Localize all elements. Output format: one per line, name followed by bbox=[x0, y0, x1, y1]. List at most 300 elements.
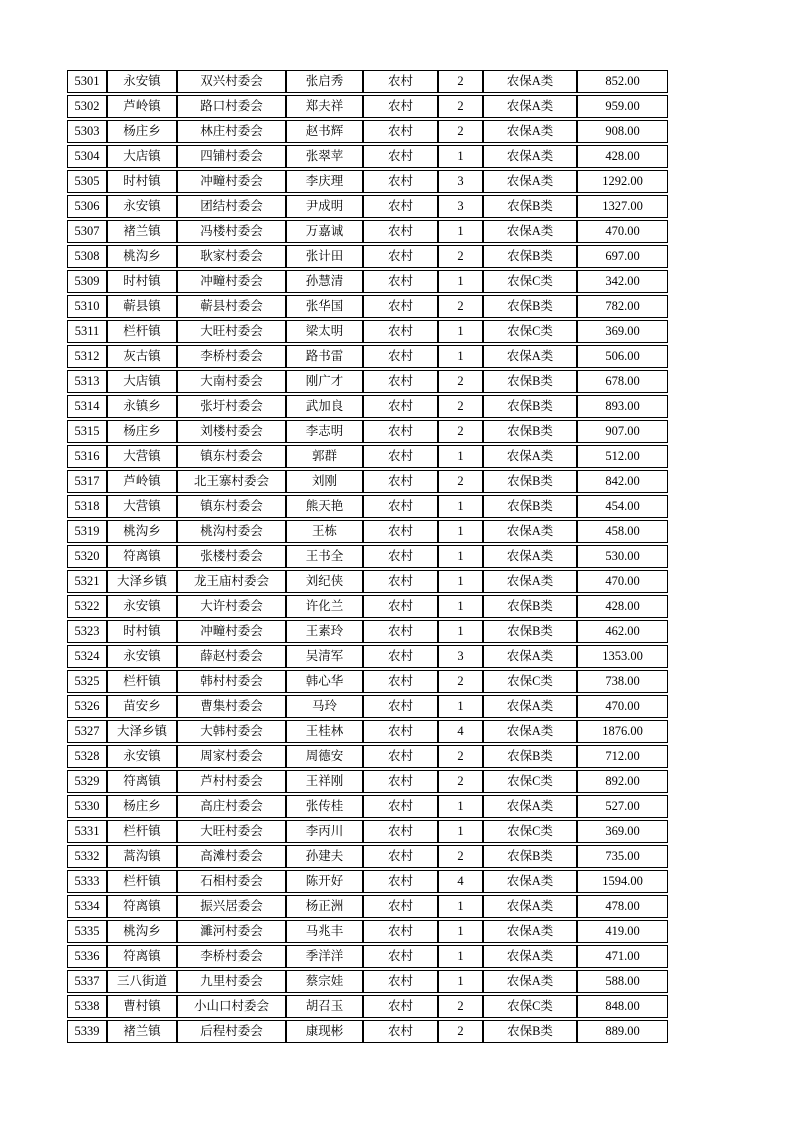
cell-amount: 907.00 bbox=[577, 420, 668, 443]
cell-category: 农村 bbox=[363, 520, 438, 543]
cell-town: 蕲县镇 bbox=[107, 295, 177, 318]
cell-person-name: 刘纪侠 bbox=[286, 570, 363, 593]
cell-person-name: 吴清军 bbox=[286, 645, 363, 668]
table-row bbox=[67, 945, 668, 968]
cell-count: 2 bbox=[438, 420, 483, 443]
cell-person-name: 王素玲 bbox=[286, 620, 363, 643]
cell-amount: 848.00 bbox=[577, 995, 668, 1018]
cell-insurance-type: 农保A类 bbox=[483, 95, 577, 118]
cell-insurance-type: 农保C类 bbox=[483, 820, 577, 843]
cell-count: 1 bbox=[438, 570, 483, 593]
cell-category: 农村 bbox=[363, 620, 438, 643]
cell-person-name: 刘刚 bbox=[286, 470, 363, 493]
cell-id: 5330 bbox=[67, 795, 107, 818]
cell-insurance-type: 农保B类 bbox=[483, 245, 577, 268]
cell-person-name: 张华国 bbox=[286, 295, 363, 318]
cell-amount: 369.00 bbox=[577, 320, 668, 343]
cell-town: 桃沟乡 bbox=[107, 520, 177, 543]
cell-amount: 892.00 bbox=[577, 770, 668, 793]
cell-town: 褚兰镇 bbox=[107, 1020, 177, 1043]
cell-category: 农村 bbox=[363, 1020, 438, 1043]
cell-amount: 712.00 bbox=[577, 745, 668, 768]
cell-person-name: 马兆丰 bbox=[286, 920, 363, 943]
cell-amount: 506.00 bbox=[577, 345, 668, 368]
cell-village-committee: 高庄村委会 bbox=[177, 795, 286, 818]
cell-id: 5302 bbox=[67, 95, 107, 118]
cell-amount: 428.00 bbox=[577, 145, 668, 168]
cell-id: 5308 bbox=[67, 245, 107, 268]
cell-insurance-type: 农保A类 bbox=[483, 720, 577, 743]
cell-count: 2 bbox=[438, 1020, 483, 1043]
cell-insurance-type: 农保C类 bbox=[483, 270, 577, 293]
cell-village-committee: 冯楼村委会 bbox=[177, 220, 286, 243]
cell-count: 1 bbox=[438, 345, 483, 368]
cell-person-name: 王书全 bbox=[286, 545, 363, 568]
cell-category: 农村 bbox=[363, 445, 438, 468]
table-row bbox=[67, 595, 668, 618]
table-row bbox=[67, 470, 668, 493]
cell-insurance-type: 农保A类 bbox=[483, 895, 577, 918]
cell-category: 农村 bbox=[363, 895, 438, 918]
cell-count: 1 bbox=[438, 320, 483, 343]
cell-person-name: 万嘉诚 bbox=[286, 220, 363, 243]
cell-town: 三八街道 bbox=[107, 970, 177, 993]
cell-id: 5331 bbox=[67, 820, 107, 843]
cell-id: 5316 bbox=[67, 445, 107, 468]
cell-count: 1 bbox=[438, 270, 483, 293]
table-row bbox=[67, 670, 668, 693]
cell-id: 5339 bbox=[67, 1020, 107, 1043]
cell-category: 农村 bbox=[363, 720, 438, 743]
cell-category: 农村 bbox=[363, 495, 438, 518]
cell-category: 农村 bbox=[363, 370, 438, 393]
cell-town: 符离镇 bbox=[107, 945, 177, 968]
cell-count: 3 bbox=[438, 170, 483, 193]
cell-person-name: 孙建夫 bbox=[286, 845, 363, 868]
cell-count: 2 bbox=[438, 845, 483, 868]
cell-town: 时村镇 bbox=[107, 170, 177, 193]
cell-category: 农村 bbox=[363, 820, 438, 843]
cell-amount: 782.00 bbox=[577, 295, 668, 318]
cell-person-name: 孙慧清 bbox=[286, 270, 363, 293]
cell-insurance-type: 农保C类 bbox=[483, 320, 577, 343]
cell-insurance-type: 农保B类 bbox=[483, 595, 577, 618]
cell-village-committee: 北王寨村委会 bbox=[177, 470, 286, 493]
cell-category: 农村 bbox=[363, 320, 438, 343]
table-row bbox=[67, 170, 668, 193]
cell-category: 农村 bbox=[363, 995, 438, 1018]
cell-id: 5310 bbox=[67, 295, 107, 318]
table-row bbox=[67, 120, 668, 143]
cell-category: 农村 bbox=[363, 145, 438, 168]
cell-amount: 842.00 bbox=[577, 470, 668, 493]
cell-person-name: 郭群 bbox=[286, 445, 363, 468]
cell-count: 2 bbox=[438, 770, 483, 793]
table-row bbox=[67, 1020, 668, 1043]
cell-insurance-type: 农保B类 bbox=[483, 420, 577, 443]
cell-id: 5335 bbox=[67, 920, 107, 943]
cell-town: 蒿沟镇 bbox=[107, 845, 177, 868]
cell-amount: 428.00 bbox=[577, 595, 668, 618]
cell-count: 1 bbox=[438, 795, 483, 818]
cell-village-committee: 桃沟村委会 bbox=[177, 520, 286, 543]
cell-person-name: 熊天艳 bbox=[286, 495, 363, 518]
table-row bbox=[67, 145, 668, 168]
table-row bbox=[67, 370, 668, 393]
cell-town: 曹村镇 bbox=[107, 995, 177, 1018]
insurance-roster-table bbox=[67, 68, 668, 1045]
cell-insurance-type: 农保C类 bbox=[483, 670, 577, 693]
table-row bbox=[67, 395, 668, 418]
cell-insurance-type: 农保B类 bbox=[483, 470, 577, 493]
cell-town: 时村镇 bbox=[107, 620, 177, 643]
table-row bbox=[67, 70, 668, 93]
table-row bbox=[67, 920, 668, 943]
cell-town: 桃沟乡 bbox=[107, 245, 177, 268]
cell-village-committee: 曹集村委会 bbox=[177, 695, 286, 718]
cell-person-name: 蔡宗娃 bbox=[286, 970, 363, 993]
cell-category: 农村 bbox=[363, 70, 438, 93]
cell-category: 农村 bbox=[363, 795, 438, 818]
cell-id: 5301 bbox=[67, 70, 107, 93]
cell-amount: 893.00 bbox=[577, 395, 668, 418]
cell-id: 5319 bbox=[67, 520, 107, 543]
cell-id: 5321 bbox=[67, 570, 107, 593]
table-row bbox=[67, 195, 668, 218]
cell-village-committee: 冲疃村委会 bbox=[177, 170, 286, 193]
cell-count: 1 bbox=[438, 695, 483, 718]
cell-amount: 1353.00 bbox=[577, 645, 668, 668]
table-row bbox=[67, 95, 668, 118]
cell-village-committee: 石相村委会 bbox=[177, 870, 286, 893]
cell-village-committee: 李桥村委会 bbox=[177, 945, 286, 968]
cell-id: 5313 bbox=[67, 370, 107, 393]
cell-village-committee: 振兴居委会 bbox=[177, 895, 286, 918]
cell-id: 5314 bbox=[67, 395, 107, 418]
cell-count: 3 bbox=[438, 645, 483, 668]
cell-person-name: 李志明 bbox=[286, 420, 363, 443]
cell-village-committee: 大南村委会 bbox=[177, 370, 286, 393]
cell-town: 永安镇 bbox=[107, 195, 177, 218]
cell-count: 1 bbox=[438, 945, 483, 968]
cell-amount: 471.00 bbox=[577, 945, 668, 968]
cell-amount: 527.00 bbox=[577, 795, 668, 818]
cell-village-committee: 小山口村委会 bbox=[177, 995, 286, 1018]
cell-id: 5326 bbox=[67, 695, 107, 718]
cell-person-name: 张翠苹 bbox=[286, 145, 363, 168]
cell-count: 2 bbox=[438, 470, 483, 493]
cell-person-name: 陈开好 bbox=[286, 870, 363, 893]
cell-insurance-type: 农保A类 bbox=[483, 120, 577, 143]
cell-person-name: 王栋 bbox=[286, 520, 363, 543]
cell-person-name: 路书雷 bbox=[286, 345, 363, 368]
cell-village-committee: 薛赵村委会 bbox=[177, 645, 286, 668]
cell-count: 1 bbox=[438, 820, 483, 843]
cell-village-committee: 濉河村委会 bbox=[177, 920, 286, 943]
cell-count: 1 bbox=[438, 220, 483, 243]
cell-amount: 458.00 bbox=[577, 520, 668, 543]
cell-village-committee: 刘楼村委会 bbox=[177, 420, 286, 443]
cell-category: 农村 bbox=[363, 870, 438, 893]
cell-id: 5303 bbox=[67, 120, 107, 143]
cell-village-committee: 周家村委会 bbox=[177, 745, 286, 768]
cell-amount: 470.00 bbox=[577, 220, 668, 243]
cell-id: 5307 bbox=[67, 220, 107, 243]
cell-town: 栏杆镇 bbox=[107, 320, 177, 343]
cell-category: 农村 bbox=[363, 545, 438, 568]
cell-id: 5309 bbox=[67, 270, 107, 293]
cell-village-committee: 大旺村委会 bbox=[177, 320, 286, 343]
cell-count: 2 bbox=[438, 995, 483, 1018]
cell-insurance-type: 农保B类 bbox=[483, 745, 577, 768]
table-row bbox=[67, 995, 668, 1018]
cell-town: 大泽乡镇 bbox=[107, 570, 177, 593]
cell-town: 大营镇 bbox=[107, 495, 177, 518]
table-row bbox=[67, 895, 668, 918]
cell-category: 农村 bbox=[363, 420, 438, 443]
cell-amount: 454.00 bbox=[577, 495, 668, 518]
cell-amount: 1292.00 bbox=[577, 170, 668, 193]
cell-id: 5306 bbox=[67, 195, 107, 218]
cell-id: 5315 bbox=[67, 420, 107, 443]
cell-person-name: 王桂林 bbox=[286, 720, 363, 743]
cell-insurance-type: 农保B类 bbox=[483, 495, 577, 518]
table-row bbox=[67, 245, 668, 268]
cell-category: 农村 bbox=[363, 570, 438, 593]
cell-person-name: 康现彬 bbox=[286, 1020, 363, 1043]
cell-category: 农村 bbox=[363, 170, 438, 193]
cell-insurance-type: 农保A类 bbox=[483, 645, 577, 668]
cell-count: 1 bbox=[438, 495, 483, 518]
cell-insurance-type: 农保B类 bbox=[483, 1020, 577, 1043]
cell-id: 5327 bbox=[67, 720, 107, 743]
cell-count: 2 bbox=[438, 70, 483, 93]
cell-count: 1 bbox=[438, 445, 483, 468]
cell-count: 1 bbox=[438, 895, 483, 918]
cell-village-committee: 镇东村委会 bbox=[177, 495, 286, 518]
cell-insurance-type: 农保A类 bbox=[483, 145, 577, 168]
cell-id: 5324 bbox=[67, 645, 107, 668]
cell-id: 5320 bbox=[67, 545, 107, 568]
table-row bbox=[67, 270, 668, 293]
cell-id: 5322 bbox=[67, 595, 107, 618]
table-row bbox=[67, 795, 668, 818]
cell-amount: 738.00 bbox=[577, 670, 668, 693]
table-row bbox=[67, 570, 668, 593]
cell-town: 大泽乡镇 bbox=[107, 720, 177, 743]
cell-insurance-type: 农保B类 bbox=[483, 195, 577, 218]
table-row bbox=[67, 295, 668, 318]
cell-category: 农村 bbox=[363, 295, 438, 318]
cell-category: 农村 bbox=[363, 670, 438, 693]
cell-count: 1 bbox=[438, 620, 483, 643]
cell-id: 5312 bbox=[67, 345, 107, 368]
cell-village-committee: 路口村委会 bbox=[177, 95, 286, 118]
cell-person-name: 季洋洋 bbox=[286, 945, 363, 968]
cell-town: 符离镇 bbox=[107, 770, 177, 793]
cell-category: 农村 bbox=[363, 695, 438, 718]
cell-person-name: 李丙川 bbox=[286, 820, 363, 843]
cell-amount: 369.00 bbox=[577, 820, 668, 843]
table-row bbox=[67, 720, 668, 743]
cell-category: 农村 bbox=[363, 645, 438, 668]
cell-amount: 512.00 bbox=[577, 445, 668, 468]
cell-insurance-type: 农保A类 bbox=[483, 545, 577, 568]
table-body bbox=[67, 70, 668, 1043]
cell-village-committee: 镇东村委会 bbox=[177, 445, 286, 468]
cell-amount: 419.00 bbox=[577, 920, 668, 943]
cell-category: 农村 bbox=[363, 270, 438, 293]
cell-village-committee: 大旺村委会 bbox=[177, 820, 286, 843]
cell-category: 农村 bbox=[363, 770, 438, 793]
cell-insurance-type: 农保A类 bbox=[483, 945, 577, 968]
table-row bbox=[67, 645, 668, 668]
cell-count: 1 bbox=[438, 595, 483, 618]
cell-count: 2 bbox=[438, 670, 483, 693]
cell-amount: 678.00 bbox=[577, 370, 668, 393]
cell-insurance-type: 农保B类 bbox=[483, 845, 577, 868]
cell-id: 5334 bbox=[67, 895, 107, 918]
cell-town: 永镇乡 bbox=[107, 395, 177, 418]
cell-insurance-type: 农保A类 bbox=[483, 870, 577, 893]
cell-amount: 908.00 bbox=[577, 120, 668, 143]
cell-insurance-type: 农保A类 bbox=[483, 970, 577, 993]
cell-village-committee: 林庄村委会 bbox=[177, 120, 286, 143]
cell-category: 农村 bbox=[363, 245, 438, 268]
cell-amount: 735.00 bbox=[577, 845, 668, 868]
cell-id: 5325 bbox=[67, 670, 107, 693]
cell-village-committee: 大许村委会 bbox=[177, 595, 286, 618]
cell-village-committee: 冲疃村委会 bbox=[177, 620, 286, 643]
cell-town: 大店镇 bbox=[107, 145, 177, 168]
cell-count: 2 bbox=[438, 120, 483, 143]
cell-insurance-type: 农保A类 bbox=[483, 520, 577, 543]
cell-count: 2 bbox=[438, 295, 483, 318]
cell-person-name: 武加良 bbox=[286, 395, 363, 418]
cell-village-committee: 李桥村委会 bbox=[177, 345, 286, 368]
cell-town: 符离镇 bbox=[107, 545, 177, 568]
cell-insurance-type: 农保A类 bbox=[483, 220, 577, 243]
cell-category: 农村 bbox=[363, 845, 438, 868]
cell-town: 永安镇 bbox=[107, 745, 177, 768]
table-row bbox=[67, 820, 668, 843]
cell-count: 2 bbox=[438, 95, 483, 118]
cell-town: 芦岭镇 bbox=[107, 95, 177, 118]
cell-person-name: 许化兰 bbox=[286, 595, 363, 618]
cell-town: 杨庄乡 bbox=[107, 420, 177, 443]
cell-count: 1 bbox=[438, 920, 483, 943]
table-row bbox=[67, 545, 668, 568]
cell-insurance-type: 农保B类 bbox=[483, 370, 577, 393]
cell-id: 5333 bbox=[67, 870, 107, 893]
cell-amount: 470.00 bbox=[577, 695, 668, 718]
cell-category: 农村 bbox=[363, 345, 438, 368]
cell-amount: 1876.00 bbox=[577, 720, 668, 743]
cell-amount: 470.00 bbox=[577, 570, 668, 593]
table-row bbox=[67, 695, 668, 718]
cell-amount: 959.00 bbox=[577, 95, 668, 118]
cell-person-name: 杨正洲 bbox=[286, 895, 363, 918]
cell-id: 5329 bbox=[67, 770, 107, 793]
cell-person-name: 韩心华 bbox=[286, 670, 363, 693]
cell-village-committee: 四铺村委会 bbox=[177, 145, 286, 168]
cell-category: 农村 bbox=[363, 970, 438, 993]
cell-town: 永安镇 bbox=[107, 595, 177, 618]
cell-town: 栏杆镇 bbox=[107, 820, 177, 843]
cell-insurance-type: 农保B类 bbox=[483, 395, 577, 418]
cell-town: 杨庄乡 bbox=[107, 795, 177, 818]
cell-id: 5317 bbox=[67, 470, 107, 493]
cell-village-committee: 韩村村委会 bbox=[177, 670, 286, 693]
cell-village-committee: 张楼村委会 bbox=[177, 545, 286, 568]
cell-town: 时村镇 bbox=[107, 270, 177, 293]
cell-category: 农村 bbox=[363, 470, 438, 493]
cell-town: 栏杆镇 bbox=[107, 870, 177, 893]
table-row bbox=[67, 770, 668, 793]
cell-amount: 342.00 bbox=[577, 270, 668, 293]
cell-count: 1 bbox=[438, 970, 483, 993]
cell-person-name: 梁太明 bbox=[286, 320, 363, 343]
cell-id: 5318 bbox=[67, 495, 107, 518]
cell-person-name: 周德安 bbox=[286, 745, 363, 768]
cell-insurance-type: 农保B类 bbox=[483, 620, 577, 643]
cell-person-name: 胡召玉 bbox=[286, 995, 363, 1018]
cell-town: 符离镇 bbox=[107, 895, 177, 918]
cell-town: 大营镇 bbox=[107, 445, 177, 468]
table-row bbox=[67, 845, 668, 868]
cell-id: 5328 bbox=[67, 745, 107, 768]
cell-insurance-type: 农保C类 bbox=[483, 770, 577, 793]
cell-person-name: 刚广才 bbox=[286, 370, 363, 393]
table-row bbox=[67, 320, 668, 343]
cell-town: 栏杆镇 bbox=[107, 670, 177, 693]
cell-town: 苗安乡 bbox=[107, 695, 177, 718]
cell-count: 2 bbox=[438, 395, 483, 418]
cell-insurance-type: 农保A类 bbox=[483, 170, 577, 193]
cell-village-committee: 蕲县村委会 bbox=[177, 295, 286, 318]
cell-person-name: 李庆理 bbox=[286, 170, 363, 193]
cell-village-committee: 高滩村委会 bbox=[177, 845, 286, 868]
cell-insurance-type: 农保A类 bbox=[483, 795, 577, 818]
cell-amount: 478.00 bbox=[577, 895, 668, 918]
cell-person-name: 郑夫祥 bbox=[286, 95, 363, 118]
table-row bbox=[67, 745, 668, 768]
table-row bbox=[67, 870, 668, 893]
cell-count: 2 bbox=[438, 370, 483, 393]
cell-town: 褚兰镇 bbox=[107, 220, 177, 243]
cell-category: 农村 bbox=[363, 395, 438, 418]
cell-village-committee: 芦村村委会 bbox=[177, 770, 286, 793]
table-row bbox=[67, 620, 668, 643]
cell-village-committee: 冲疃村委会 bbox=[177, 270, 286, 293]
cell-village-committee: 耿家村委会 bbox=[177, 245, 286, 268]
cell-person-name: 尹成明 bbox=[286, 195, 363, 218]
cell-village-committee: 张圩村委会 bbox=[177, 395, 286, 418]
cell-amount: 1594.00 bbox=[577, 870, 668, 893]
cell-insurance-type: 农保A类 bbox=[483, 345, 577, 368]
cell-count: 1 bbox=[438, 145, 483, 168]
cell-town: 灰古镇 bbox=[107, 345, 177, 368]
cell-id: 5337 bbox=[67, 970, 107, 993]
cell-category: 农村 bbox=[363, 595, 438, 618]
cell-insurance-type: 农保A类 bbox=[483, 445, 577, 468]
cell-amount: 1327.00 bbox=[577, 195, 668, 218]
cell-village-committee: 双兴村委会 bbox=[177, 70, 286, 93]
cell-person-name: 张计田 bbox=[286, 245, 363, 268]
cell-insurance-type: 农保A类 bbox=[483, 570, 577, 593]
cell-village-committee: 大韩村委会 bbox=[177, 720, 286, 743]
table-row bbox=[67, 220, 668, 243]
